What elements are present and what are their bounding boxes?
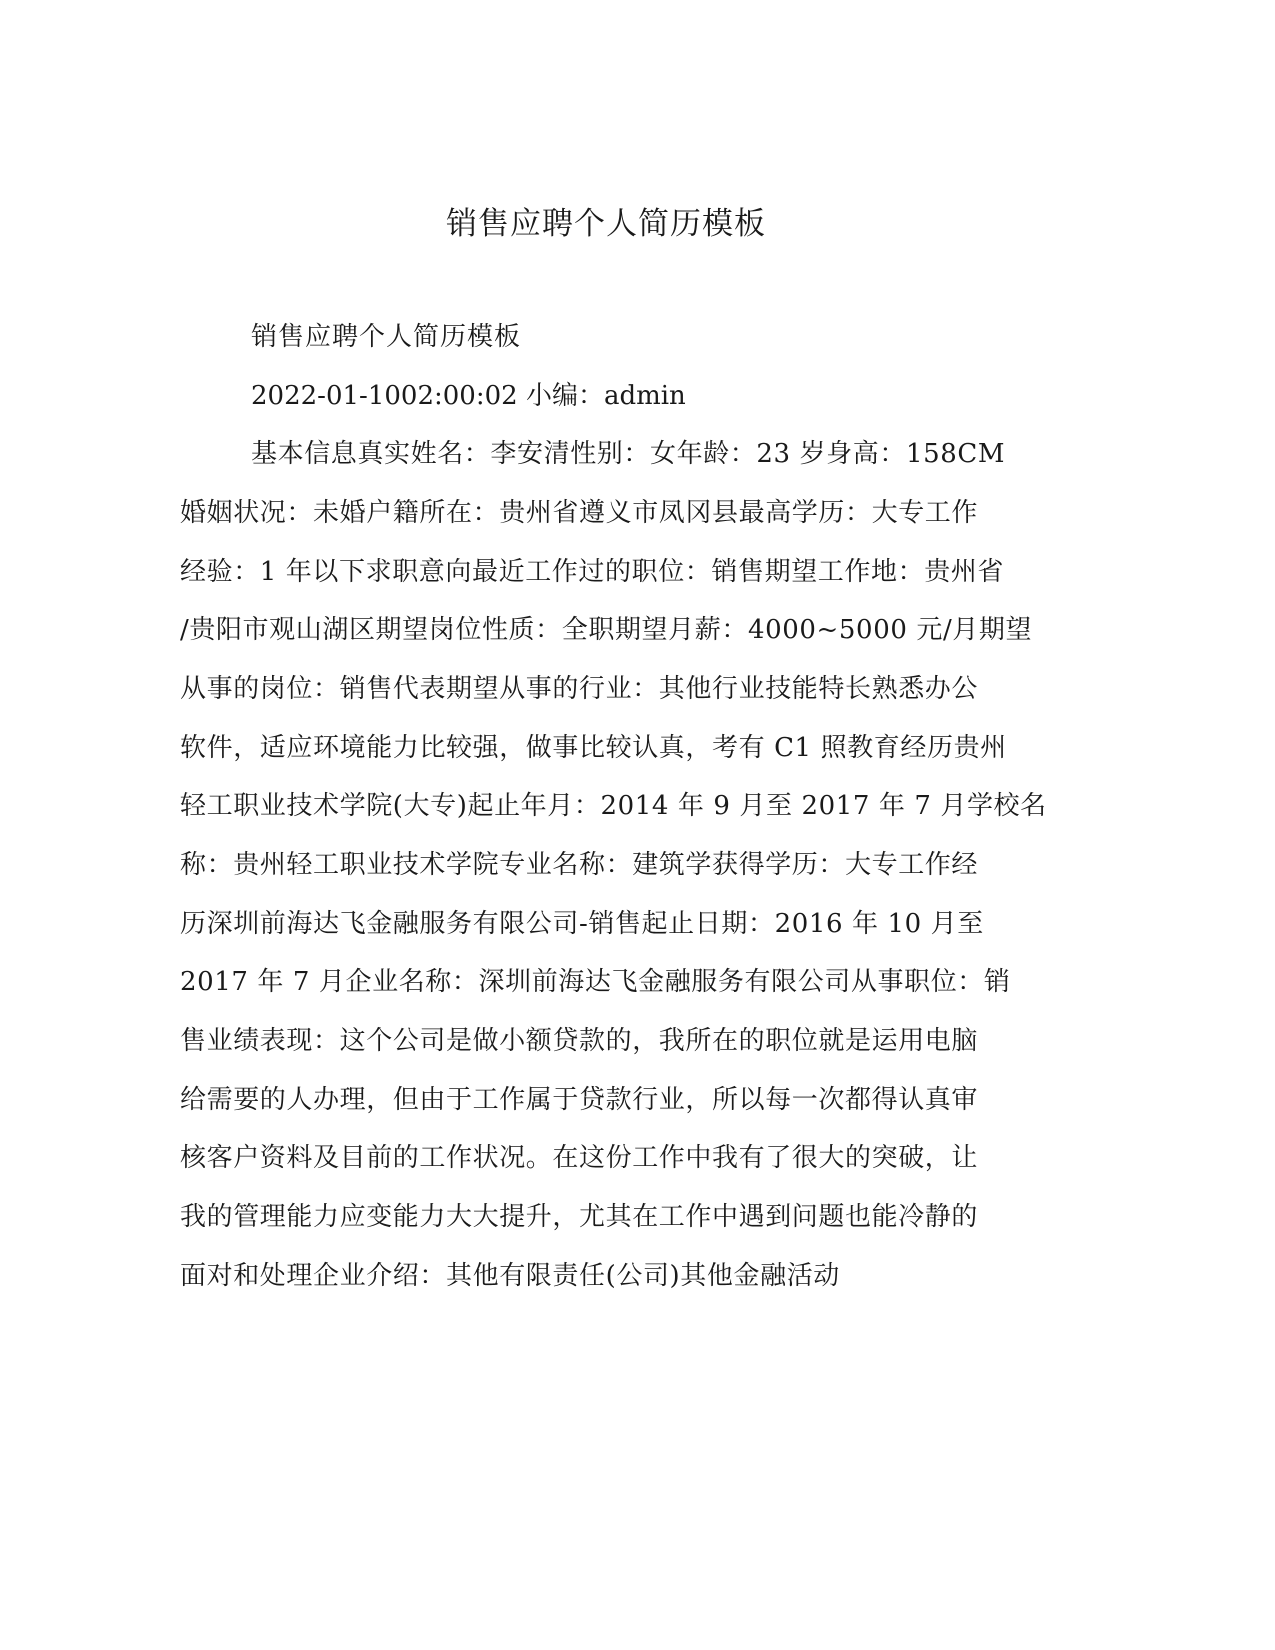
body-line: 历深圳前海达飞金融服务有限公司-销售起止日期：2016 年 10 月至	[180, 909, 984, 939]
body-line: 基本信息真实姓名：李安清性别：女年龄：23 岁身高：158CM	[251, 439, 1006, 469]
body-line: 软件，适应环境能力比较强，做事比较认真，考有 C1 照教育经历贵州	[180, 733, 1007, 763]
body-line: 经验：1 年以下求职意向最近工作过的职位：销售期望工作地：贵州省	[180, 557, 1005, 587]
body-line: 核客户资料及目前的工作状况。在这份工作中我有了很大的突破，让	[180, 1143, 979, 1173]
body-line: 我的管理能力应变能力大大提升，尤其在工作中遇到问题也能冷静的	[180, 1202, 979, 1232]
document-title: 销售应聘个人简历模板	[446, 206, 766, 242]
body-line: 从事的岗位：销售代表期望从事的行业：其他行业技能特长熟悉办公	[180, 674, 979, 704]
body-line: 婚姻状况：未婚户籍所在：贵州省遵义市凤冈县最高学历：大专工作	[180, 498, 979, 528]
body-line: 面对和处理企业介绍：其他有限责任(公司)其他金融活动	[180, 1261, 840, 1291]
body-line: 轻工职业技术学院(大专)起止年月：2014 年 9 月至 2017 年 7 月学校名	[180, 791, 1047, 821]
body-line: 给需要的人办理，但由于工作属于贷款行业，所以每一次都得认真审	[180, 1085, 979, 1115]
body-line: 售业绩表现：这个公司是做小额贷款的，我所在的职位就是运用电脑	[180, 1026, 979, 1056]
document-subtitle: 销售应聘个人简历模板	[251, 322, 522, 352]
body-line: /贵阳市观山湖区期望岗位性质：全职期望月薪：4000~5000 元/月期望	[180, 615, 1033, 645]
body-line: 称：贵州轻工职业技术学院专业名称：建筑学获得学历：大专工作经	[180, 850, 979, 880]
body-line: 2017 年 7 月企业名称：深圳前海达飞金融服务有限公司从事职位：销	[180, 967, 1011, 997]
post-meta: 2022-01-1002:00:02 小编：admin	[251, 381, 686, 411]
